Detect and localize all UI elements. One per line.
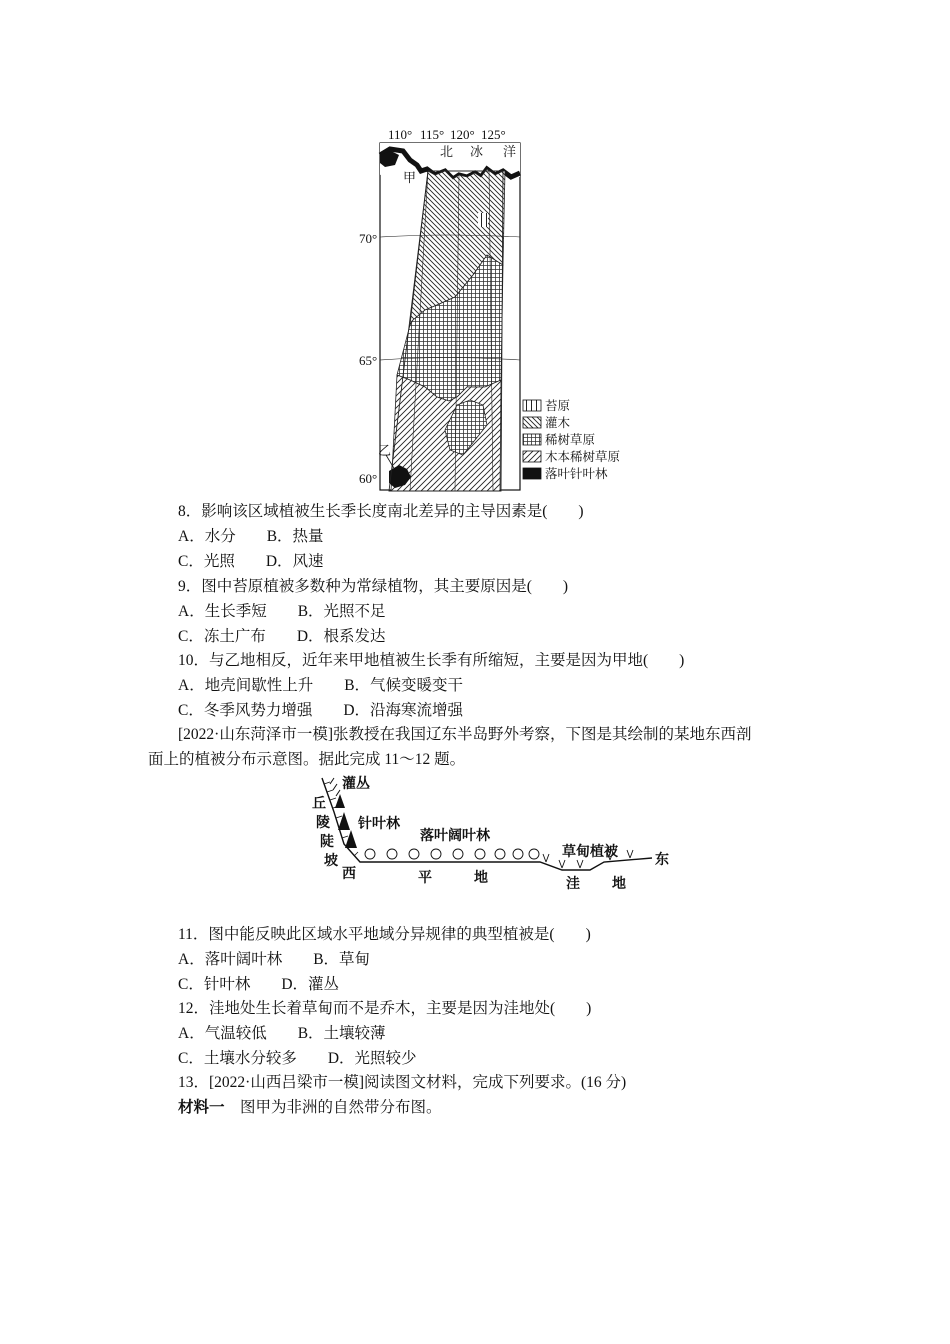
q8-options-2: C．光照 D．风速: [178, 553, 324, 570]
q9-options-2: C．冻土广布 D．根系发达: [178, 628, 386, 645]
ocean-label-2: 冰: [470, 144, 484, 159]
label-meadow: 草甸植被: [562, 845, 618, 860]
q10-options-2: C．冬季风势力增强 D．沿海寒流增强: [178, 702, 464, 719]
label-conifer: 针叶林: [358, 817, 400, 832]
q12-options-2: C．土壤水分较多 D．光照较少: [178, 1050, 417, 1067]
q10-stem: 10．与乙地相反，近年来甲地植被生长季有所缩短，主要是因为甲地( ): [178, 652, 685, 669]
deciduous-trees: [365, 849, 539, 859]
q12-stem: 12．洼地处生长着草甸而不是乔木，主要是因为洼地处( ): [178, 1000, 592, 1017]
lon-label-115: 115°: [420, 127, 445, 142]
ocean-label-1: 北: [440, 144, 454, 159]
legend-swatch-woody-savanna: [523, 451, 541, 462]
q11-options-1: A．落叶阔叶林 B．草甸: [178, 951, 371, 968]
q11-stem: 11．图中能反映此区域水平地域分异规律的典型植被是( ): [178, 926, 591, 943]
q11-options-2: C．针叶林 D．灌丛: [178, 976, 340, 993]
place-jia: 甲: [403, 170, 417, 185]
vegetation-map: [355, 125, 640, 495]
legend-label-tundra: 苔原: [545, 399, 571, 413]
slope-label-3: 陡: [320, 835, 334, 850]
label-west: 西: [342, 867, 356, 882]
q9-options-1: A．生长季短 B．光照不足: [178, 603, 386, 620]
label-east: 东: [655, 853, 669, 868]
label-deciduous: 落叶阔叶林: [420, 829, 490, 844]
legend-swatch-tundra: [523, 400, 541, 411]
legend-label-larch: 落叶针叶林: [545, 467, 608, 481]
lon-label-125: 125°: [481, 127, 506, 142]
lon-label-110: 110°: [388, 127, 413, 142]
lon-label-120: 120°: [450, 127, 475, 142]
passage-line-1: [2022·山东菏泽市一模]张教授在我国辽东半岛野外考察，下图是其绘制的某地东西剖: [178, 726, 752, 743]
slope-label-1: 丘: [312, 797, 326, 812]
lat-label-70: 70°: [359, 231, 378, 246]
conifer-tree: [338, 812, 350, 830]
legend-swatch-savanna: [523, 434, 541, 445]
conifer-tree: [345, 830, 357, 848]
lat-label-65: 65°: [359, 353, 378, 368]
q13-stem: 13．[2022·山西吕梁市一模]阅读图文材料，完成下列要求。(16 分): [178, 1074, 627, 1091]
label-depression-1: 洼: [566, 877, 580, 892]
map-legend: [523, 399, 621, 481]
material-label: 材料一: [178, 1099, 225, 1116]
lat-label-60: 60°: [359, 471, 378, 486]
q10-options-1: A．地壳间歇性上升 B．气候变暖变干: [178, 677, 464, 694]
legend-label-woody-savanna: 木本稀树草原: [545, 450, 621, 464]
zone-tundra-patch: [478, 213, 488, 227]
legend-label-shrub: 灌木: [545, 416, 571, 430]
shrub-marks: [330, 778, 340, 796]
label-plain-2: 地: [474, 871, 488, 886]
legend-swatch-shrub: [523, 417, 541, 428]
q8-options-1: A．水分 B．热量: [178, 528, 324, 545]
place-yi: 乙: [378, 443, 392, 458]
slope-label-4: 坡: [324, 854, 338, 869]
label-plain-1: 平: [418, 871, 432, 886]
label-depression-2: 地: [612, 877, 626, 892]
q8-stem: 8．影响该区域植被生长季长度南北差异的主导因素是( ): [178, 503, 584, 520]
legend-label-savanna: 稀树草原: [545, 433, 596, 447]
q12-options-1: A．气温较低 B．土壤较薄: [178, 1025, 386, 1042]
slope-label-2: 陵: [316, 816, 330, 831]
profile-diagram: [300, 772, 680, 897]
material-text: 图甲为非洲的自然带分布图。: [224, 1099, 442, 1116]
label-shrub: 灌丛: [342, 777, 370, 792]
q9-stem: 9．图中苔原植被多数种为常绿植物，其主要原因是( ): [178, 578, 569, 595]
ocean-label-3: 洋: [503, 144, 517, 159]
legend-swatch-larch: [523, 468, 541, 479]
q13-material: [178, 1098, 442, 1118]
passage-line-2: 面上的植被分布示意图。据此完成 11～12 题。: [148, 751, 466, 768]
